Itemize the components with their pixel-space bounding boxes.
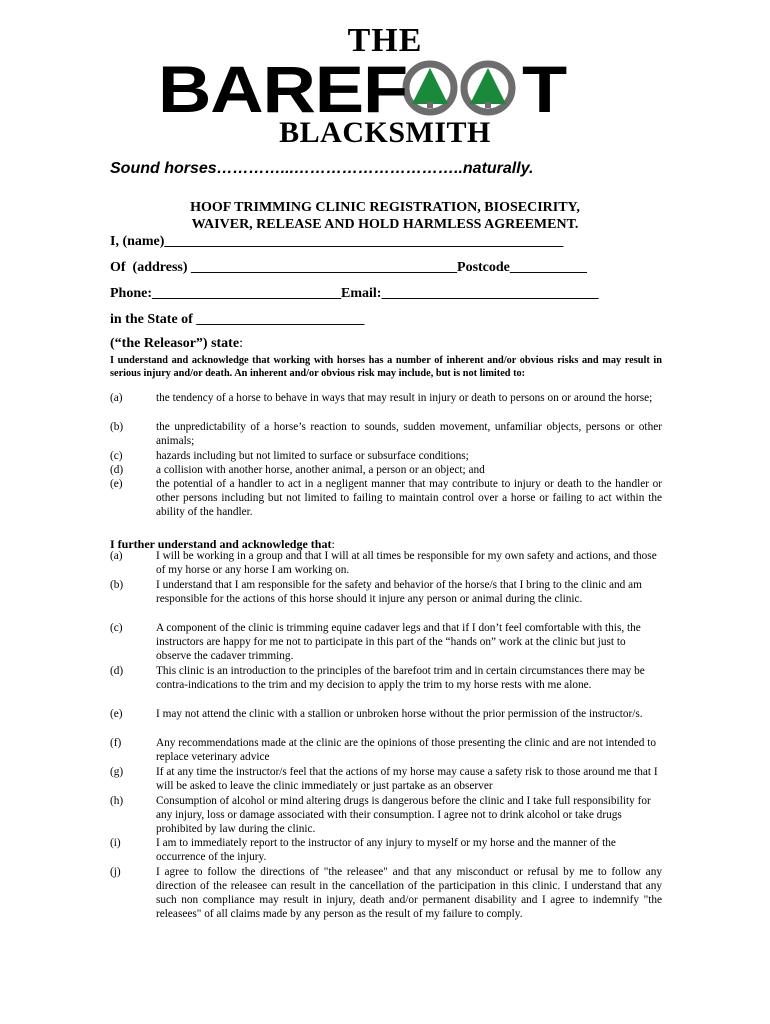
acknowledgement-item: [110, 621, 662, 663]
releasor-label: (“the Releasor”) state: [110, 336, 240, 351]
risk-text: the tendency of a horse to behave in ways that may result in injury or death to persons on or around the horse;: [156, 392, 653, 404]
acknowledgement-text: If at any time the instructor/s feel that the actions of my horse may cause a safety risk to those around me that I will be asked to leave the clinic immediately or just partake as an observer: [156, 766, 658, 792]
releasor-statement: [110, 336, 243, 352]
acknowledgement-label: (i): [110, 837, 121, 849]
logo-main-word: [158, 52, 567, 126]
acknowledgement-label: (b): [110, 579, 124, 591]
acknowledgement-item: [110, 794, 662, 836]
risk-intro-paragraph: I understand and acknowledge that working with horses has a number of inherent and/or obvious risks and may result in serious injury and/or death. An inherent and/or obvious risk may include, but is not limited to:: [110, 355, 662, 379]
logo-bottom-word: BLACKSMITH: [279, 116, 491, 149]
acknowledgement-item: [110, 836, 662, 864]
risk-label: (e): [110, 478, 123, 490]
risk-label: (a): [110, 392, 123, 404]
risk-item: [110, 420, 662, 448]
risk-item: [110, 391, 662, 405]
risk-item: [110, 477, 662, 519]
document-title-line-1: HOOF TRIMMING CLINIC REGISTRATION, BIOSECIRITY,: [190, 200, 580, 215]
acknowledgement-item: [110, 865, 662, 921]
acknowledgement-label: (f): [110, 737, 122, 749]
address-field[interactable]: Of (address) ______________________________________Postcode___________: [110, 260, 587, 275]
acknowledgement-item: [110, 707, 662, 721]
acknowledgement-text: I understand that I am responsible for the safety and behavior of the horse/s that I bring to the clinic and am responsible for the actions of this horse should it injure any person or animal during the clinic.: [156, 579, 642, 605]
acknowledgement-text: This clinic is an introduction to the principles of the barefoot trim and in certain circumstances there may be contra-indications to the trim and my decision to apply the trim to my horse rests with me alone.: [156, 665, 645, 691]
acknowledgement-item: [110, 765, 662, 793]
acknowledgement-label: (j): [110, 866, 121, 878]
hoof-triangle-icon: [460, 60, 516, 116]
acknowledgement-item: [110, 664, 662, 692]
risk-item: [110, 449, 662, 463]
acknowledgement-text: I may not attend the clinic with a stallion or unbroken horse without the prior permission of the instructor/s.: [156, 708, 643, 720]
risk-label: (b): [110, 421, 124, 433]
logo-hoof-icons: [402, 60, 516, 116]
acknowledgement-text: I am to immediately report to the instructor of any injury to myself or my horse and the manner of the occurrence of the injury.: [156, 837, 616, 863]
acknowledgement-text: A component of the clinic is trimming equine cadaver legs and that if I don’t feel comfortable with this, the instructors are happy for me not to participate in this part of the “hands on” work at the clinic but just to observe the cadaver trimming.: [156, 622, 641, 662]
name-field[interactable]: I, (name)_________________________________________________________: [110, 234, 564, 249]
hoof-triangle-icon: [402, 60, 458, 116]
acknowledgement-label: (e): [110, 708, 123, 720]
risk-label: (d): [110, 464, 124, 476]
risk-text: the potential of a handler to act in a negligent manner that may contribute to injury or death to the handler or other persons including but not limited to failing to maintain control over a horse or failing to act within the ability of the handler.: [156, 478, 662, 518]
risk-text: a collision with another horse, another animal, a person or an object; and: [156, 464, 485, 476]
acknowledgement-item: [110, 578, 662, 606]
risk-label: (c): [110, 450, 123, 462]
releasor-colon: :: [239, 336, 243, 351]
phone-email-field[interactable]: Phone:___________________________Email:_______________________________: [110, 286, 599, 301]
tagline: Sound horses…………...…………………………..naturally.: [110, 160, 534, 177]
acknowledgement-label: (g): [110, 766, 124, 778]
risk-text: the unpredictability of a horse’s reaction to sounds, sudden movement, unfamiliar objects, persons or other animals;: [156, 421, 662, 447]
acknowledgement-text: I will be working in a group and that I will at all times be responsible for my own safety and actions, and those of my horse or any horse I am working on.: [156, 550, 657, 576]
acknowledgement-label: (a): [110, 550, 123, 562]
state-field[interactable]: in the State of ________________________: [110, 312, 365, 327]
further-heading-text: I further understand and acknowledge that: [110, 537, 332, 551]
acknowledgement-label: (d): [110, 665, 124, 677]
logo-main-left: BAREF: [158, 52, 408, 126]
acknowledgement-item: [110, 549, 662, 577]
acknowledgement-item: [110, 736, 662, 764]
acknowledgement-label: (h): [110, 795, 124, 807]
logo-top-word: THE: [347, 22, 423, 59]
risk-item: [110, 463, 662, 477]
risk-text: hazards including but not limited to surface or subsurface conditions;: [156, 450, 469, 462]
document-title-line-2: WAIVER, RELEASE AND HOLD HARMLESS AGREEMENT.: [191, 217, 579, 232]
acknowledgement-label: (c): [110, 622, 123, 634]
logo-main-right: T: [522, 52, 567, 126]
acknowledgement-text: I agree to follow the directions of "the releasee" and that any misconduct or refusal by me to follow any direction of the releasee can result in the cancellation of the participation in this clinic. I understand that any such non compliance may result in injury, death and/or permanent disability and I agree to indemnify "the releasees" of all claims made by any person as the result of my failure to comply.: [156, 866, 662, 920]
further-heading-colon: :: [331, 537, 335, 551]
acknowledgement-text: Consumption of alcohol or mind altering drugs is dangerous before the clinic and I take full responsibility for any injury, loss or damage associated with their consumption. I agree not to drink alcohol or take drugs prohibited by law during the clinic.: [156, 795, 651, 835]
acknowledgement-text: Any recommendations made at the clinic are the opinions of those presenting the clinic and are not intended to replace veterinary advice: [156, 737, 657, 763]
